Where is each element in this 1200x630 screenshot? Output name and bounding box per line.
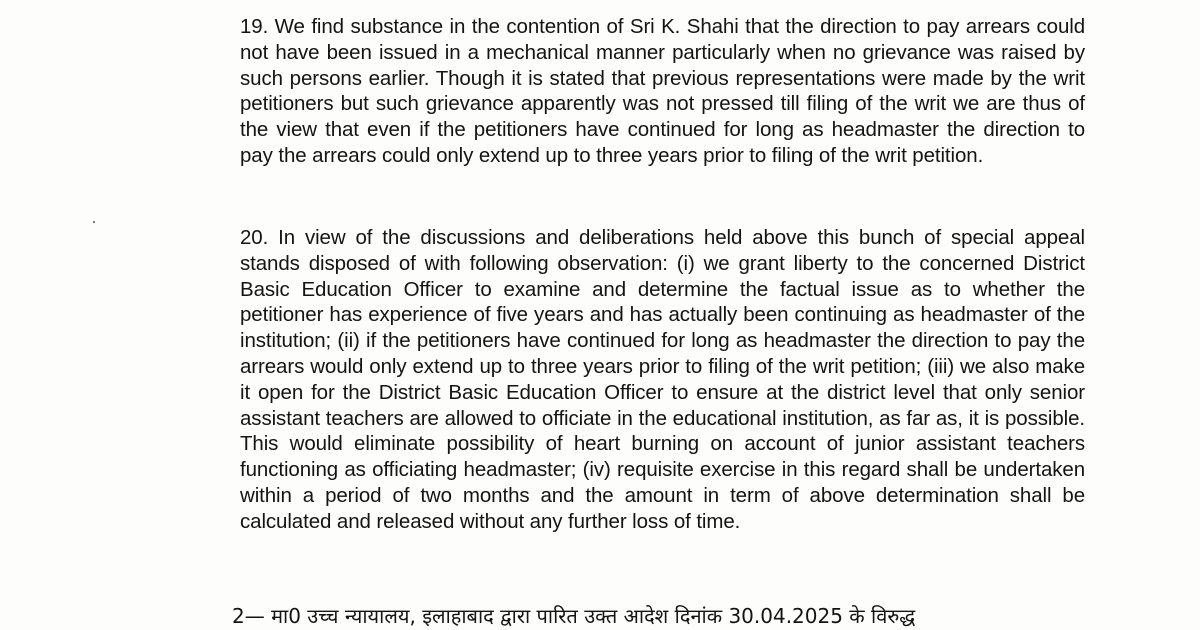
hindi-paragraph-2-start: 2— मा0 उच्च न्यायालय, इलाहाबाद द्वारा पारित उक्त आदेश दिनांक 30.04.2025 के विरुद्ध xyxy=(232,604,916,628)
paragraph-20: 20. In view of the discussions and deliberations held above this bunch of special appeal stands disposed of with following observation: (i) we grant liberty to the concerned District Basic Education Officer to examine and determine the factual issue as to whether the petitioner has experience of five years and has actually been continuing as headmaster of the institution; (ii) if the petitioners have continued for long as headmaster the direction to pay the arrears would only extend up to three years prior to filing of the writ petition; (iii) we also make it open for the District Basic Education Officer to ensure at the district level that only senior assistant teachers are allowed to officiate in the educational institution, as far as, it is possible. This would eliminate possibility of heart burning on account of junior assistant teachers functioning as officiating headmaster; (iv) requisite exercise in this regard shall be undertaken within a period of two months and the amount in term of above determination shall be calculated and released without any further loss of time. xyxy=(240,226,1085,533)
scan-speck xyxy=(93,221,95,223)
paragraph-19: 19. We find substance in the contention of Sri K. Shahi that the direction to pay arrears could not have been issued in a mechanical manner particularly when no grievance was raised by such persons earlier. Though it is stated that previous representations were made by the writ petitioners but such grievance apparently was not pressed till filing of the writ we are thus of the view that even if the petitioners have continued for long as headmaster the direction to pay the arrears could only extend up to three years prior to filing of the writ petition. xyxy=(240,15,1085,167)
